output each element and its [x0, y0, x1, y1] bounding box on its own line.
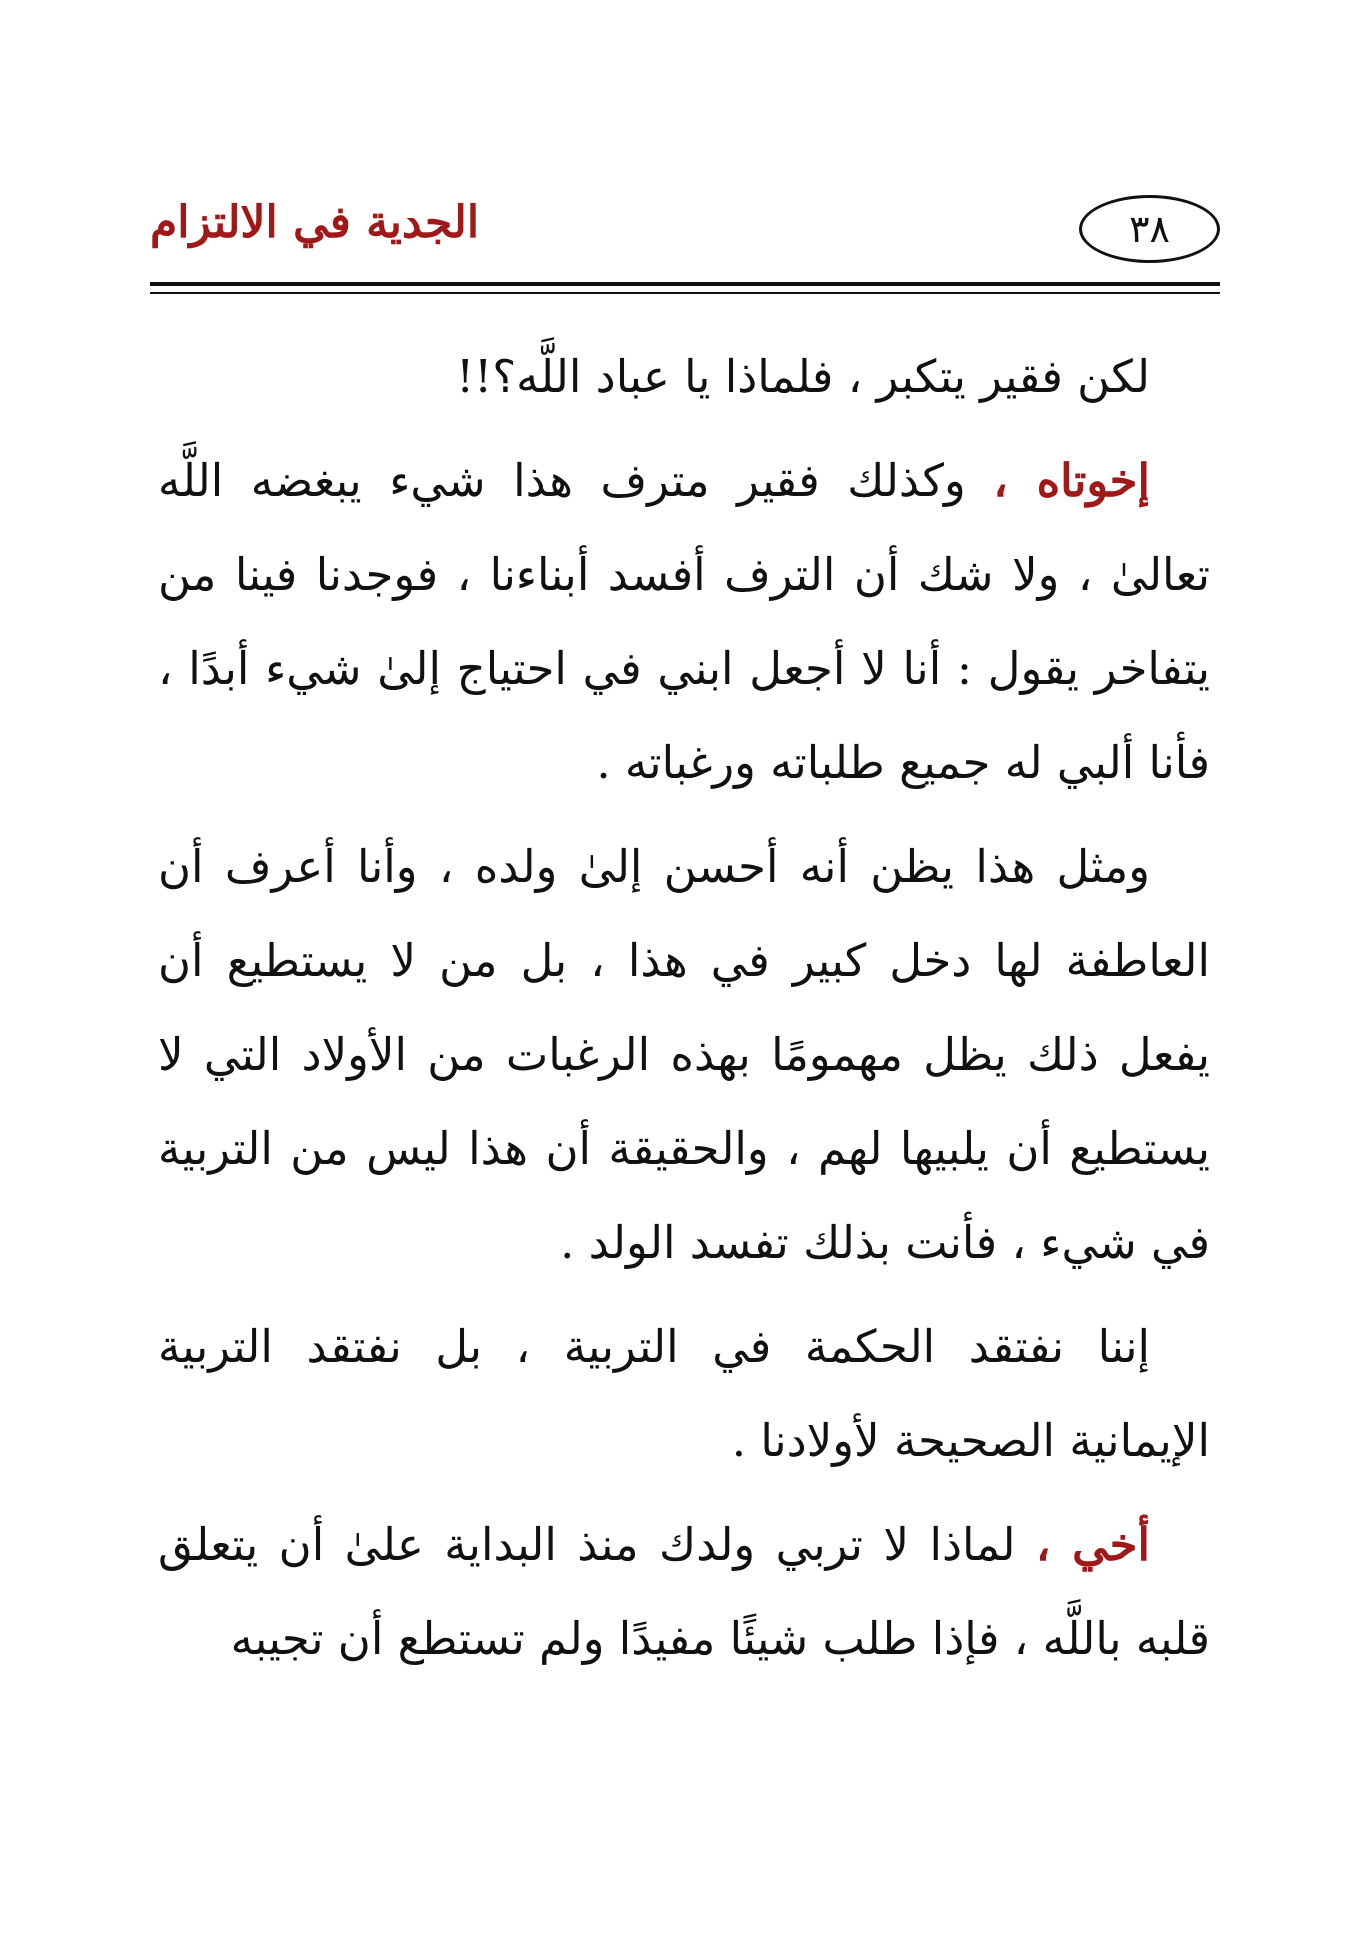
- paragraph: [158, 330, 1210, 424]
- paragraph-text: لكن فقير يتكبر ، فلماذا يا عباد اللَّه؟!!: [456, 350, 1150, 403]
- running-title: الجدية في الالتزام: [150, 197, 480, 248]
- header-rule-thin: [150, 292, 1220, 294]
- paragraph: [158, 1300, 1210, 1488]
- paragraph-text: وكذلك فقير مترف هذا شيء يبغضه اللَّه تعالىٰ ، ولا شك أن الترف أفسد أبناءنا ، فوجدنا فينا من يتفاخر يقول : أنا لا أجعل ابني في احتياج إلىٰ شيء أبدًا ، فأنا ألبي له جميع طلباته ورغباته .: [158, 454, 1210, 789]
- paragraph-lead: أخي ،: [1035, 1518, 1150, 1571]
- header-rule-thick: [150, 282, 1220, 286]
- page-header: [150, 185, 1220, 275]
- paragraph-text: لماذا لا تربي ولدك منذ البداية علىٰ أن يتعلق قلبه باللَّه ، فإذا طلب شيئًا مفيدًا ولم تستطع أن تجيبه: [158, 1518, 1210, 1665]
- paragraph: [158, 820, 1210, 1290]
- paragraph-lead: إخوتاه ،: [993, 454, 1150, 507]
- paragraph-text: ومثل هذا يظن أنه أحسن إلىٰ ولده ، وأنا أعرف أن العاطفة لها دخل كبير في هذا ، بل من لا يستطيع أن يفعل ذلك يظل مهمومًا بهذه الرغبات من الأولاد التي لا يستطيع أن يلبيها لهم ، والحقيقة أن هذا ليس من التربية في شيء ، فأنت بذلك تفسد الولد .: [158, 840, 1210, 1269]
- paragraph-text: إننا نفتقد الحكمة في التربية ، بل نفتقد التربية الإيمانية الصحيحة لأولادنا .: [158, 1320, 1210, 1467]
- paragraph: [158, 434, 1210, 810]
- page-number-badge: ٣٨: [1079, 195, 1220, 263]
- body-text: [158, 330, 1210, 1696]
- paragraph: [158, 1498, 1210, 1686]
